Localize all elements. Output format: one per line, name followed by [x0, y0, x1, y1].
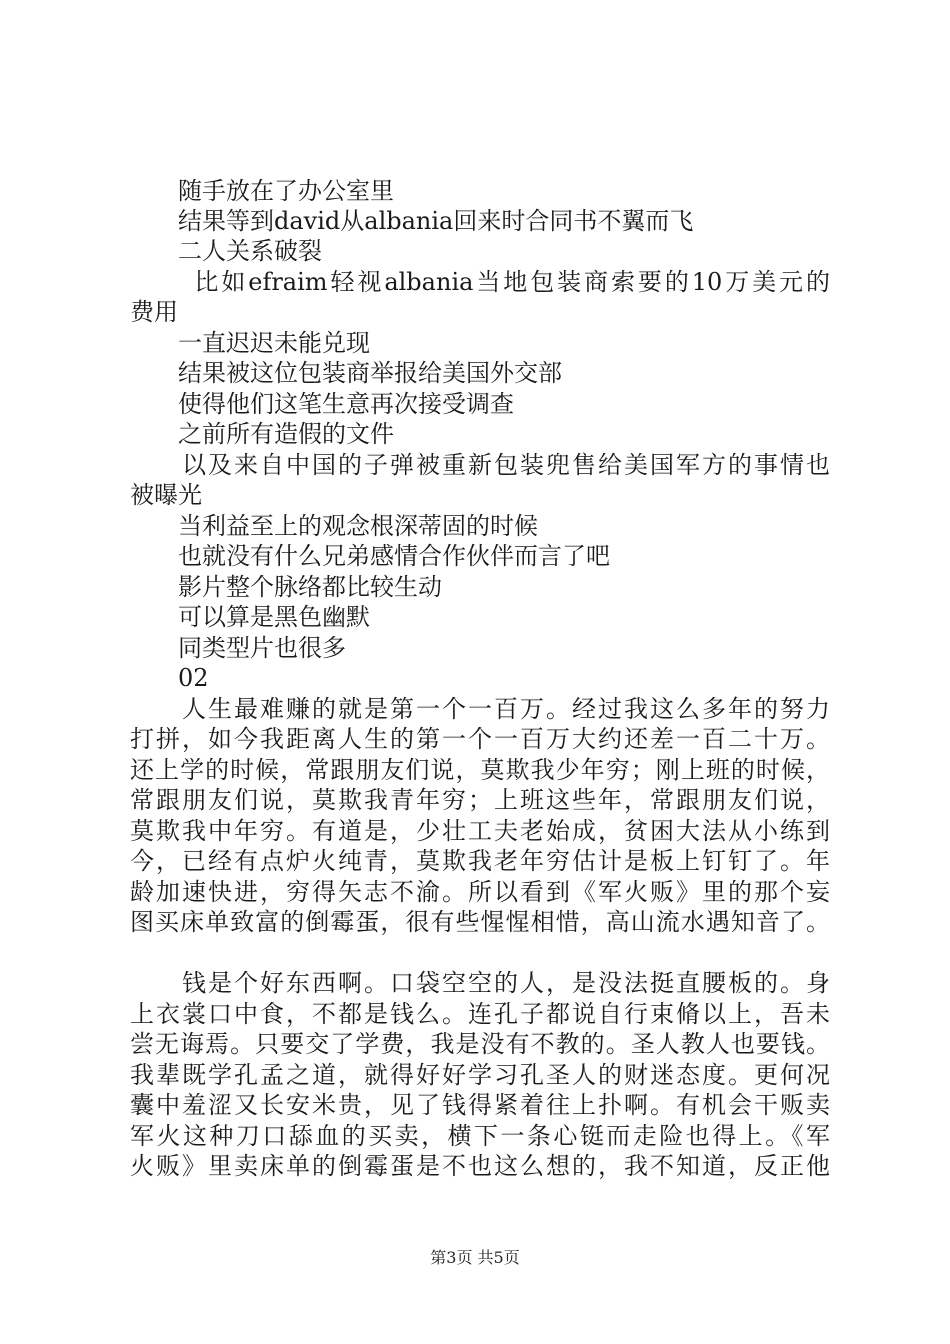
text-line: 人生最难赚的就是第一个一百万。经过我这么多年的努力: [130, 695, 830, 723]
text-line: 比如efraim轻视albania当地包装商索要的10万美元的: [130, 268, 830, 296]
text-line: 被曝光: [130, 481, 202, 509]
text-line: 囊中羞涩又长安米贵，见了钱得紧着往上扑啊。有机会干贩卖: [130, 1091, 830, 1119]
text-line: 今，已经有点炉火纯青，莫欺我老年穷估计是板上钉钉了。年: [130, 847, 830, 875]
text-line: 之前所有造假的文件: [130, 420, 394, 448]
page-footer: 第3页 共5页: [430, 1248, 520, 1267]
text-line: 火贩》里卖床单的倒霉蛋是不也这么想的，我不知道，反正他: [130, 1152, 830, 1180]
text-line: 以及来自中国的子弹被重新包装兜售给美国军方的事情也: [130, 451, 830, 479]
text-line: 同类型片也很多: [130, 634, 346, 662]
text-line: 龄加速快进，穷得矢志不渝。所以看到《军火贩》里的那个妄: [130, 878, 830, 906]
text-line: 尝无诲焉。只要交了学费，我是没有不教的。圣人教人也要钱。: [130, 1030, 830, 1058]
text-line: 费用: [130, 298, 178, 326]
text-line: 上衣裳口中食，不都是钱么。连孔子都说自行束脩以上，吾未: [130, 1000, 830, 1028]
text-line: 还上学的时候，常跟朋友们说，莫欺我少年穷；刚上班的时候，: [130, 756, 830, 784]
text-line: 结果等到david从albania回来时合同书不翼而飞: [130, 207, 694, 235]
text-line: 使得他们这笔生意再次接受调查: [130, 390, 514, 418]
text-line: 影片整个脉络都比较生动: [130, 573, 442, 601]
text-line: 当利益至上的观念根深蒂固的时候: [130, 512, 538, 540]
text-line: 莫欺我中年穷。有道是，少壮工夫老始成，贫困大法从小练到: [130, 817, 830, 845]
text-line: 我辈既学孔孟之道，就得好好学习孔圣人的财迷态度。更何况: [130, 1061, 830, 1089]
text-line: 随手放在了办公室里: [130, 177, 394, 205]
section-number: 02: [130, 664, 209, 692]
text-line: 也就没有什么兄弟感情合作伙伴而言了吧: [130, 542, 610, 570]
text-line: 可以算是黑色幽默: [130, 603, 370, 631]
text-line: 打拼，如今我距离人生的第一个一百万大约还差一百二十万。: [130, 725, 830, 753]
text-line: 结果被这位包装商举报给美国外交部: [130, 359, 562, 387]
text-line: 一直迟迟未能兑现: [130, 329, 370, 357]
text-line: 军火这种刀口舔血的买卖，横下一条心铤而走险也得上。《军: [130, 1122, 830, 1150]
text-line: 常跟朋友们说，莫欺我青年穷；上班这些年，常跟朋友们说，: [130, 786, 830, 814]
text-line: 图买床单致富的倒霉蛋，很有些惺惺相惜，高山流水遇知音了。: [130, 908, 830, 936]
text-line: 钱是个好东西啊。口袋空空的人，是没法挺直腰板的。身: [130, 969, 830, 997]
text-line: 二人关系破裂: [130, 237, 322, 265]
